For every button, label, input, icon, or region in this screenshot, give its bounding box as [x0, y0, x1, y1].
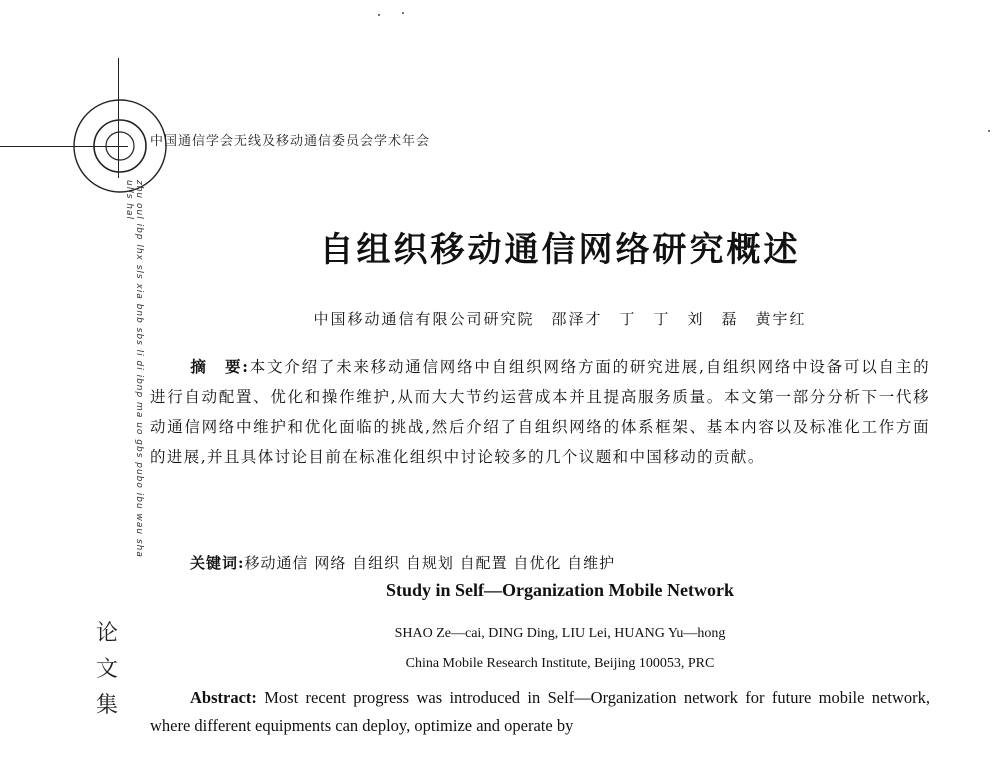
sidebar-vertical-text: zhu oul ibp lhx sls xia bnb sbs li di ibnp ma uo gbs pubo ibu wau sha ulls hal	[124, 180, 144, 558]
scan-speck	[402, 12, 404, 14]
scan-speck	[378, 14, 380, 16]
abstract-zh	[150, 352, 930, 472]
keywords-text: 移动通信 网络 自组织 自规划 自配置 自优化 自维护	[244, 554, 616, 572]
sidebar-label-char: 论	[96, 621, 119, 646]
conference-name: 中国通信学会无线及移动通信委员会学术年会	[150, 134, 431, 149]
english-abstract	[150, 684, 930, 740]
abstract-zh-text: 本文介绍了未来移动通信网络中自组织网络方面的研究进展,自组织网络中设备可以自主的进行自动配置、优化和操作维护,从而大大节约运营成本并且提高服务质量。本文第一部分分析下一代移动通信网络中维护和优化面临的挑战,然后介绍了自组织网络的体系框架、基本内容以及标准化工作方面的进展,并且具体讨论目前在标准化组织中讨论较多的几个议题和中国移动的贡献。	[150, 358, 930, 466]
english-abstract-label: Abstract:	[190, 688, 257, 707]
english-title: Study in Self—Organization Mobile Network	[385, 580, 734, 600]
sidebar-label-char: 集	[96, 693, 119, 718]
abstract-zh-label: 摘 要:	[190, 357, 250, 376]
sidebar-label-char: 文	[96, 657, 119, 682]
keywords	[190, 552, 615, 573]
english-abstract-text: Most recent progress was introduced in Self—Organization network for future mobile network, where different equipments can deploy, optimize and operate by	[150, 688, 930, 735]
scan-speck	[988, 130, 990, 132]
english-affiliation: China Mobile Research Institute, Beijing 100053, PRC	[405, 656, 715, 671]
paper-authors: 中国移动通信有限公司研究院 邵泽才 丁 丁 刘 磊 黄宇红	[313, 310, 807, 328]
english-authors: SHAO Ze—cai, DING Ding, LIU Lei, HUANG Yu—hong	[394, 626, 726, 641]
paper-title: 自组织移动通信网络研究概述	[319, 230, 801, 270]
keywords-label: 关键词:	[190, 554, 245, 572]
